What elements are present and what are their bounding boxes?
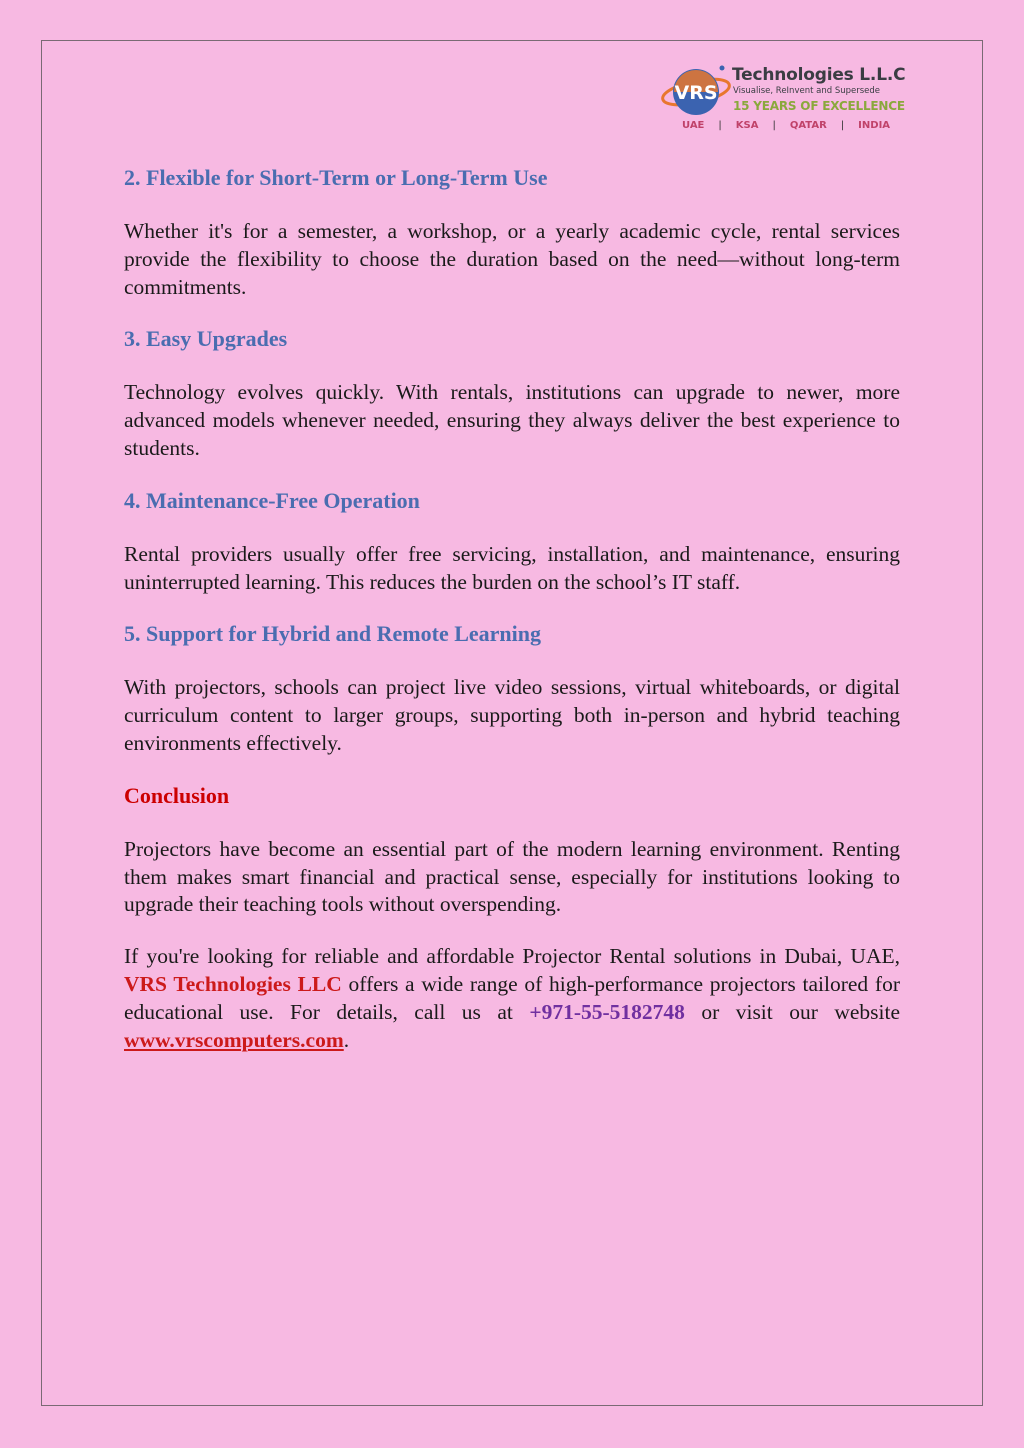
- section-body-hybrid: With projectors, schools can project live video sessions, virtual whiteboards, or digital curriculum content to larger groups, supporting both in-person and hybrid teaching environments effectively.: [124, 675, 900, 755]
- closing-text-2: offers a wide range of high-performance projectors tailored for educational use. For details, call us at: [124, 971, 900, 1024]
- region-ksa: KSA: [735, 120, 759, 131]
- globe-logo-icon: [660, 62, 732, 122]
- section-heading-flexible: 2. Flexible for Short-Term or Long-Term Use: [124, 165, 548, 190]
- document-content: [124, 164, 900, 1078]
- section-heading-upgrades: 3. Easy Upgrades: [124, 326, 288, 352]
- logo-years: 15 YEARS OF EXCELLENCE: [733, 99, 905, 113]
- company-name: VRS Technologies LLC: [124, 971, 342, 996]
- closing-text-3: or visit our website: [684, 999, 900, 1024]
- logo-regions: UAE | KSA | QATAR | INDIA: [682, 120, 891, 131]
- section-body-flexible: Whether it's for a semester, a workshop, or a yearly academic cycle, rental services provide the flexibility to choose the duration based on the need—without long-term commitments.: [124, 219, 900, 299]
- section-heading-maintenance: 4. Maintenance-Free Operation: [124, 487, 420, 513]
- region-qatar: QATAR: [789, 120, 827, 131]
- logo-brand: Technologies L.L.C: [732, 65, 906, 85]
- region-uae: UAE: [682, 120, 705, 131]
- section-heading-conclusion: Conclusion: [124, 782, 230, 808]
- website-link[interactable]: www.vrscomputers.com: [124, 1027, 344, 1052]
- section-body-conclusion: Projectors have become an essential part of the modern learning environment. Renting them makes smart financial and practical sense, especially for institutions looking to upgrade their teaching tools without overspending.: [124, 836, 900, 917]
- region-india: INDIA: [858, 120, 891, 131]
- phone-number[interactable]: +971-55-5182748: [529, 999, 685, 1024]
- section-body-maintenance: Rental providers usually offer free servicing, installation, and maintenance, ensuring uninterrupted learning. This reduces the burden on the school’s IT staff.: [124, 541, 900, 594]
- closing-text-1: If you're looking for reliable and affordable Projector Rental solutions in Dubai, UAE,: [124, 944, 900, 969]
- logo-tagline: Visualise, ReInvent and Supersede: [733, 86, 881, 96]
- closing-text-4: .: [343, 1027, 350, 1052]
- section-body-upgrades: Technology evolves quickly. With rentals, institutions can upgrade to newer, more advanced models whenever needed, ensuring they always deliver the best experience to students.: [124, 380, 900, 460]
- company-logo: [660, 62, 906, 138]
- section-heading-hybrid: 5. Support for Hybrid and Remote Learning: [124, 621, 542, 647]
- closing-paragraph: [124, 943, 900, 1054]
- logo-mark-text: VRS: [674, 82, 718, 104]
